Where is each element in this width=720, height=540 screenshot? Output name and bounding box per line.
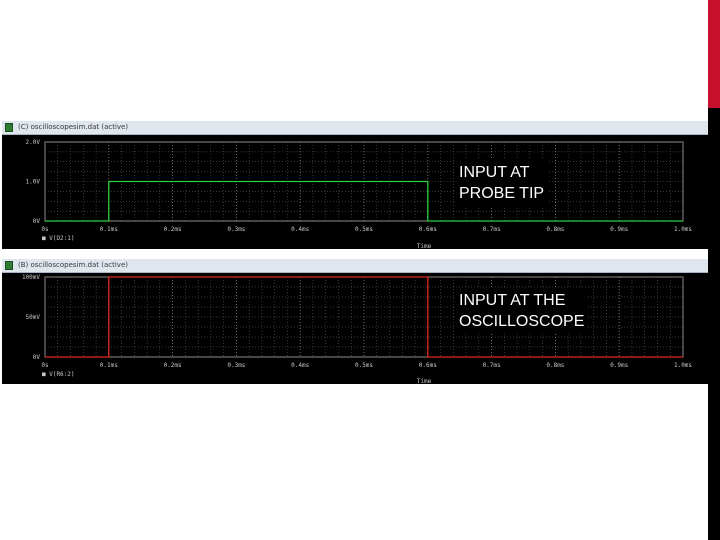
x-tick-label: 0.4ms <box>291 226 310 233</box>
x-tick-label: 1.0ms <box>673 362 693 369</box>
oscilloscope-annotation: INPUT AT THE OSCILLOSCOPE <box>455 288 588 334</box>
plot-area[interactable] <box>2 273 708 389</box>
x-tick-label: 0s <box>41 226 49 233</box>
probe-tip-annotation: INPUT AT PROBE TIP <box>455 160 548 206</box>
x-tick-label: 0.2ms <box>163 226 182 233</box>
x-tick-label: 0.2ms <box>163 362 182 369</box>
y-tick-label: 1.0V <box>25 178 40 186</box>
x-tick-label: 0.7ms <box>482 226 501 233</box>
y-tick-label: 0V <box>32 354 40 361</box>
x-tick-label: 0.1ms <box>99 226 118 233</box>
trace-label: ■ V(R6:2) <box>42 371 75 378</box>
x-tick-label: 0.8ms <box>546 226 565 233</box>
x-tick-label: 0.4ms <box>291 362 310 369</box>
x-axis-title: Time <box>416 378 432 384</box>
x-tick-label: 0s <box>41 362 49 369</box>
x-tick-label: 0.7ms <box>482 362 501 369</box>
probe-tip-chart[interactable] <box>2 135 708 249</box>
y-tick-label: 100mV <box>21 274 40 281</box>
x-tick-label: 0.3ms <box>227 226 246 233</box>
window-title: (C) oscilloscopesim.dat (active) <box>18 123 129 131</box>
window-titlebar[interactable] <box>2 259 708 273</box>
y-tick-label: 0V <box>32 218 40 225</box>
x-tick-label: 0.6ms <box>418 226 437 233</box>
app-icon <box>5 261 13 270</box>
y-tick-label: 50mV <box>25 314 40 321</box>
oscilloscope-window[interactable] <box>2 259 708 384</box>
x-tick-label: 0.6ms <box>418 362 437 369</box>
x-tick-label: 0.1ms <box>99 362 118 369</box>
window-titlebar[interactable] <box>2 121 708 135</box>
probe-tip-window[interactable] <box>2 121 708 249</box>
y-tick-label: 2.0V <box>25 139 40 146</box>
x-tick-label: 0.5ms <box>354 226 374 233</box>
x-tick-label: 0.9ms <box>610 226 629 233</box>
app-icon <box>5 123 13 132</box>
x-tick-label: 1.0ms <box>673 226 693 233</box>
oscilloscope-chart[interactable] <box>2 273 708 384</box>
x-tick-label: 0.8ms <box>546 362 565 369</box>
plot-area[interactable] <box>2 135 708 254</box>
x-tick-label: 0.3ms <box>227 362 246 369</box>
x-tick-label: 0.5ms <box>354 362 374 369</box>
right-edge-accent <box>708 0 720 108</box>
window-title: (B) oscilloscopesim.dat (active) <box>18 261 128 269</box>
x-tick-label: 0.9ms <box>610 362 629 369</box>
x-axis-title: Time <box>416 243 432 249</box>
trace-label: ■ V(D2:1) <box>42 235 75 242</box>
